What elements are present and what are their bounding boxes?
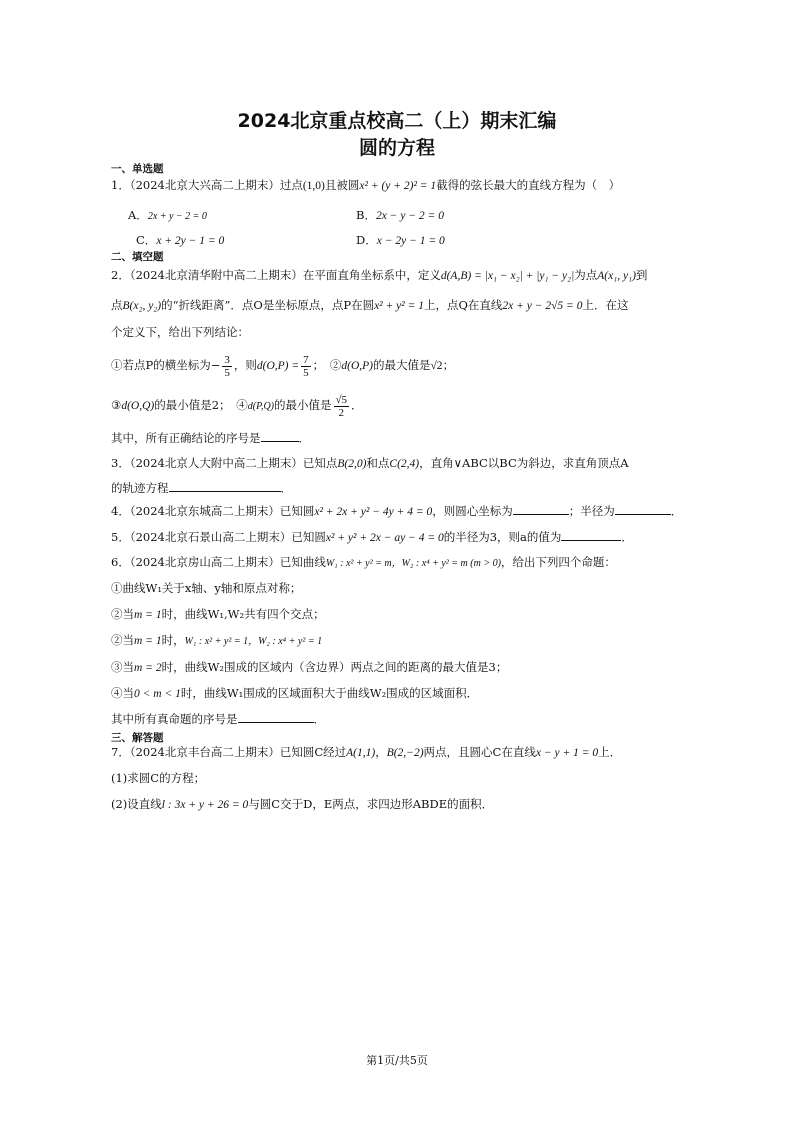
q2-conclusion-2-text: 的最大值是	[373, 358, 431, 372]
q2-conclusion-1-then: ，则	[233, 358, 257, 372]
q6-proposition-3	[111, 659, 507, 676]
section-heading-fill-blank: 二、填空题	[111, 251, 164, 263]
question-2-conclusions-1-2	[111, 352, 454, 379]
fraction-denominator: 5	[224, 366, 230, 379]
q1-option-c-text: x + 2y − 1 = 0	[156, 235, 225, 247]
q2-text-5: 的“折线距离”．点O是坐标原点，点P在圆	[161, 298, 375, 312]
q6-text-1: 6．（2024北京房山高二上期末）已知曲线	[111, 555, 326, 569]
q2-fraction-3-5	[222, 354, 232, 379]
q2-text-3: 到	[635, 268, 648, 282]
q6-p2-text-1: ②当	[111, 607, 134, 621]
q2-conclusion-3-text: 的最小值是2； ④	[154, 398, 248, 412]
q3-text-2: 和点	[366, 456, 390, 470]
fraction-denominator: 2	[338, 406, 345, 419]
q2-text-4: 点	[111, 298, 123, 312]
q1-mid: 且被圆	[324, 178, 360, 192]
q7-text-4: 上．	[598, 745, 622, 759]
q6-proposition-2	[111, 606, 325, 623]
q7-text-1: 7．（2024北京丰台高二上期末）已知圆C经过	[111, 745, 347, 759]
q1-option-c-label: C．	[136, 233, 157, 247]
q1-option-a-text: 2x + y − 2 = 0	[147, 211, 207, 222]
q2-conclusion-1-text: ①若点P的横坐标为−	[111, 358, 221, 372]
q2-conclusion-4-formula: d(P,Q)	[247, 401, 274, 412]
q2-conclusion-2-value: √2	[430, 360, 443, 372]
q6-p3-text-2: 时，曲线W₂围成的区域内（含边界）两点之间的距离的最大值是3；	[161, 660, 508, 674]
q1-option-b-text: 2x − y − 2 = 0	[375, 210, 444, 222]
q4-end: ．	[670, 504, 683, 518]
q2-conclusion-4-text: 的最小值是	[274, 398, 332, 412]
question-2-ask	[111, 430, 310, 446]
q3-end: ．	[280, 481, 292, 495]
q7-point-b: B(2,−2)	[386, 747, 424, 759]
fraction-denominator: 5	[303, 366, 309, 379]
fraction-numerator: √5	[335, 393, 348, 406]
q4-center-blank[interactable]	[513, 504, 569, 515]
q1-option-c[interactable]	[136, 232, 224, 248]
section-heading-single-choice: 一、单选题	[111, 163, 164, 175]
q7-s2-line: l : 3x + y + 26 = 0	[161, 799, 249, 811]
q2-line-equation: 2x + y − 2√5 = 0	[502, 300, 583, 312]
q6-p4-text-2: 时，曲线W₁围成的区域面积大于曲线W₂围成的区域面积．	[180, 686, 479, 700]
q2-point-a: A(x₁, y₁)	[597, 270, 636, 282]
q2-text-6: 上，点Q在直线	[423, 298, 503, 312]
q4-text-3: ；半径为	[568, 504, 615, 518]
q6-answer-blank[interactable]	[238, 712, 314, 723]
q5-text-1: 5．（2024北京石景山高二上期末）已知圆	[111, 530, 326, 544]
q1-suffix: 截得的弦长最大的直线方程为（ ）	[436, 178, 621, 192]
question-4	[111, 503, 682, 520]
q4-text-2: ，则圆心坐标为	[432, 504, 513, 518]
question-2-line-1	[111, 267, 647, 284]
q1-option-d[interactable]	[356, 232, 445, 248]
question-2-line-2	[111, 297, 628, 314]
q1-prefix: 1．（2024北京大兴高二上期末）过点	[111, 178, 303, 192]
q7-point-a: A(1,1)	[346, 747, 376, 759]
q4-circle-equation: x² + 2x + y² − 4y + 4 = 0	[314, 506, 433, 518]
q2-ask-end: ．	[298, 431, 310, 445]
q2-distance-definition: d(A,B) = |x₁ − x₂| + |y₁ − y₂|	[440, 270, 575, 282]
q6-p3-m: m = 2	[134, 662, 162, 674]
q6-ask-text: 其中所有真命题的序号是	[111, 712, 238, 726]
question-6-ask	[111, 711, 325, 727]
q2-conclusion-3-formula: d(O,Q)	[121, 400, 155, 412]
q2-conclusion-1-formula: d(O,P) =	[256, 360, 300, 372]
q2-conclusion-2-end: ；	[442, 358, 455, 372]
q5-answer-blank[interactable]	[561, 530, 621, 541]
q6-p2c-formula: W₁ : x² + y² = 1，W₂ : x⁴ + y² = 1	[184, 636, 323, 647]
q6-curves-definition: W₁ : x² + y² = m，W₂ : x⁴ + y² = m (m > 0)	[325, 558, 501, 569]
q6-p4-text-1: ④当	[111, 686, 134, 700]
question-6-line-1	[111, 554, 616, 572]
q2-circle-equation: x² + y² = 1	[374, 300, 424, 312]
q6-proposition-2-alt	[111, 632, 322, 650]
q1-option-d-text: x − 2y − 1 = 0	[376, 235, 445, 247]
q6-proposition-1: ①曲线W₁关于x轴、y轴和原点对称；	[111, 581, 302, 595]
q4-text-1: 4．（2024北京东城高二上期末）已知圆	[111, 504, 315, 518]
q2-ask-text: 其中，所有正确结论的序号是	[111, 431, 261, 445]
q6-proposition-4	[111, 685, 478, 702]
page-footer: 第1页/共5页	[366, 1054, 428, 1067]
question-5	[111, 529, 633, 546]
q7-subquestion-1: (1)求圆C的方程；	[111, 771, 206, 785]
q2-conclusion-4-end: ．	[351, 398, 363, 412]
q6-p2c-text-1: ②当	[111, 633, 134, 647]
section-heading-answer: 三、解答题	[111, 732, 164, 744]
q7-text-2: ，	[375, 745, 387, 759]
q1-option-a[interactable]	[128, 207, 207, 223]
fraction-numerator: 3	[224, 353, 230, 366]
q6-ask-end: ．	[313, 712, 325, 726]
document-subtitle: 圆的方程	[358, 137, 435, 159]
q3-text-1: 3．（2024北京人大附中高二上期末）已知点	[111, 456, 338, 470]
q6-p2-text-2: 时，曲线W₁,W₂共有四个交点；	[161, 607, 325, 621]
q1-option-d-label: D．	[356, 233, 377, 247]
q6-p2c-text-2: 时，	[161, 633, 185, 647]
question-2-line-3: 个定义下，给出下列结论：	[111, 325, 249, 339]
fraction-numerator: 7	[303, 353, 309, 366]
q6-p2-m: m = 1	[134, 609, 162, 621]
q4-radius-blank[interactable]	[615, 504, 671, 515]
question-1-stem	[111, 177, 620, 194]
q3-text-3: ，直角∨ABC以BC为斜边，求直角顶点A	[419, 456, 629, 470]
q5-text-2: 的半径为3，则a的值为	[443, 530, 562, 544]
q5-circle-equation: x² + y² + 2x − ay − 4 = 0	[325, 532, 444, 544]
q3-point-b: B(2,0)	[337, 458, 367, 470]
q6-text-2: ，给出下列四个命题：	[500, 555, 616, 569]
q2-conclusion-2-formula: d(O,P)	[341, 360, 373, 372]
q2-text-1: 2．（2024北京清华附中高二上期末）在平面直角坐标系中，定义	[111, 268, 441, 282]
question-3-line-2	[111, 480, 292, 496]
q1-option-b[interactable]	[356, 207, 444, 223]
q3-point-c: C(2,4)	[389, 458, 420, 470]
q1-point: (1,0)	[302, 180, 325, 192]
document-title: 2024北京重点校高二（上）期末汇编	[237, 110, 557, 132]
q7-text-3: 两点，且圆心C在直线	[423, 745, 536, 759]
q2-answer-blank[interactable]	[261, 431, 299, 442]
q2-fraction-sqrt5-2	[334, 394, 350, 419]
q5-end: ．	[621, 530, 633, 544]
q1-circle-equation: x² + (y + 2)² = 1	[359, 180, 437, 192]
q2-conclusion-2-mark: ； ②	[312, 358, 342, 372]
q1-option-a-label: A．	[128, 208, 148, 222]
q1-option-b-label: B．	[356, 208, 376, 222]
q6-p2c-m: m = 1	[134, 635, 162, 647]
q3-answer-blank[interactable]	[169, 481, 281, 492]
q2-text-2: 为点	[574, 268, 598, 282]
q6-p4-m: 0 < m < 1	[134, 688, 181, 700]
question-7-stem	[111, 744, 621, 761]
q7-line-equation: x − y + 1 = 0	[535, 747, 599, 759]
question-3-line-1	[111, 455, 629, 472]
question-2-conclusions-3-4	[111, 392, 363, 420]
q2-point-b: B(x₂, y₂)	[122, 300, 162, 312]
q2-conclusion-3-mark: ③	[111, 398, 122, 412]
q3-text-4: 的轨迹方程	[111, 481, 169, 495]
q7-s2-text-1: (2)设直线	[111, 797, 162, 811]
q6-p3-text-1: ③当	[111, 660, 134, 674]
q7-s2-text-2: 与圆C交于D，E两点，求四边形ABDE的面积．	[248, 797, 494, 811]
q2-fraction-7-5	[301, 354, 311, 379]
q7-subquestion-2	[111, 796, 493, 813]
q2-text-7: 上．在这	[582, 298, 629, 312]
